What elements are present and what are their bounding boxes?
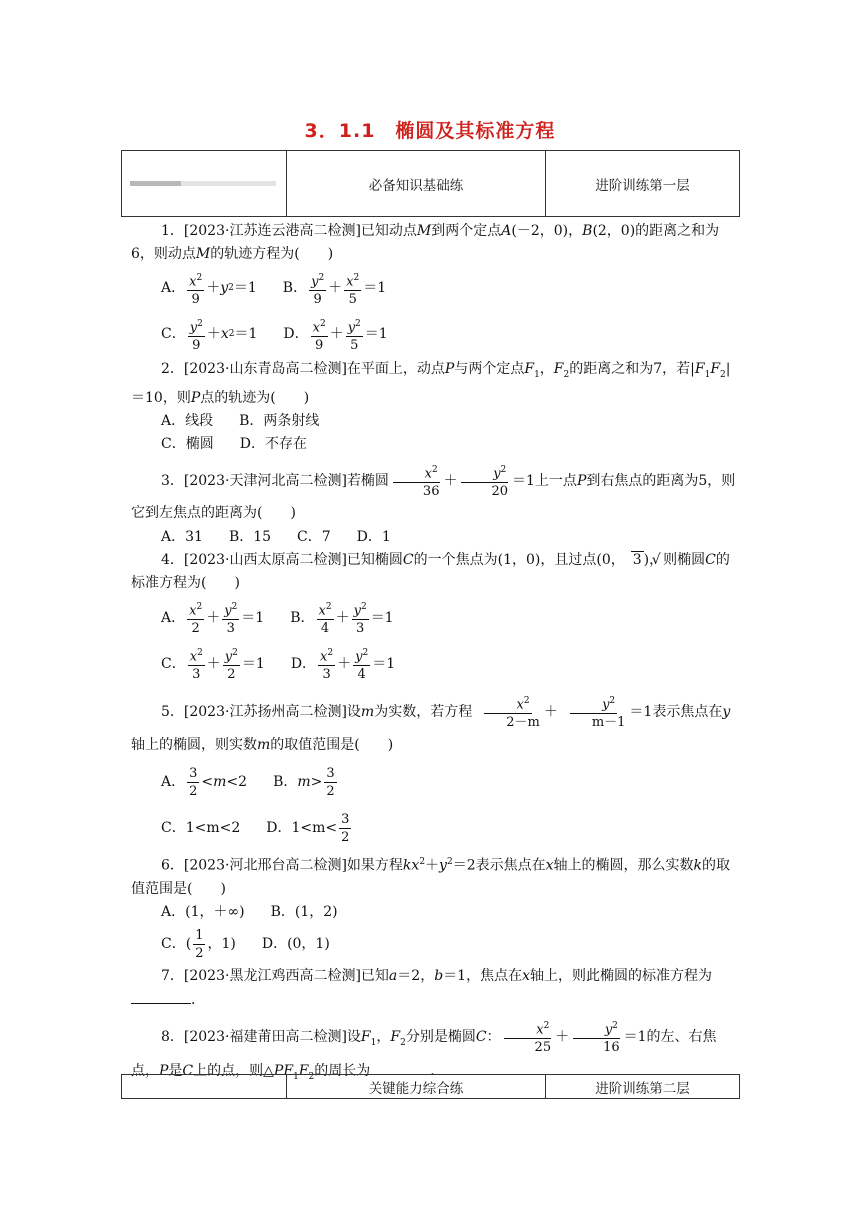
- option-c: C． $\frac{x^2}{3}$ ＋ $\frac{y^2}{2}$ ＝1: [161, 645, 265, 683]
- section-name: 必备知识基础练: [287, 151, 546, 217]
- option-b: B． $\frac{x^2}{4}$ ＋ $\frac{y^2}{3}$ ＝1: [290, 599, 393, 637]
- option-b: B． $\frac{y^2}{9}$ ＋ $\frac{x^2}{5}$ ＝1: [283, 270, 386, 308]
- section-header-advanced: [121, 1074, 740, 1099]
- section-header-basic: [121, 150, 740, 217]
- option-a: A． $\frac{x^2}{2}$ ＋ $\frac{y^2}{3}$ ＝1: [161, 599, 264, 637]
- option-a: A．(1，＋∞): [161, 904, 245, 921]
- option-b: B．(1，2): [270, 904, 338, 921]
- option-a: A．31: [161, 529, 203, 546]
- option-d: D．不存在: [239, 435, 307, 452]
- page-title: 3．1.1 椭圆及其标准方程: [304, 120, 556, 142]
- question-8: 8．[2023·福建莆田高二检测]设$F_1$，$F_2$分别是椭圆C： $\frac{x^2}{25}$ ＋ $\frac{y^2}{16}$ ＝1的左、右焦点，P是C上的点，则$\triangle PF_1F_2$的周长为 ．: [131, 1018, 741, 1091]
- question-1: 1．[2023·江苏连云港高二检测]已知动点M到两个定点A(－2，0)，B(2，0)的距离之和为6，则动点M的轨迹方程为( ) A． $\frac{x^2}{9}$ ＋ y 2 ＝1 B． $\frac{y^2}{9}$ ＋ $\frac{x^2}{5}$ ＝1 C． $\frac{y^2}{9}$ ＋ x 2 ＝1 D． $\frac{x^2}{9}$ ＋ $\frac{y^2}{5}$ ＝1: [131, 223, 720, 354]
- question-6: 6．[2023·河北邢台高二检测]如果方程$kx^2+y^2=2$表示焦点在x轴上的椭圆，那么实数k的取值范围是( ) A．(1，＋∞) B．(1，2) C． ( $\frac{1}{2}$ ，1) D．(0，1): [131, 857, 731, 961]
- option-c: C．1<m<2: [161, 819, 241, 836]
- section-name: 关键能力综合练: [287, 1075, 546, 1099]
- option-c: C． $\frac{y^2}{9}$ ＋ x 2 ＝1: [161, 316, 257, 354]
- option-d: D．(0，1): [261, 935, 330, 952]
- option-a: A． $\frac{x^2}{9}$ ＋ y 2 ＝1: [161, 270, 257, 308]
- progress-fill: [130, 181, 181, 186]
- question-3: 3．[2023·天津河北高二检测]若椭圆 $\frac{x^2}{36}$ ＋ $\frac{y^2}{20}$ ＝1上一点P到右焦点的距离为5，则它到左焦点的距离为( ) A．31 B．15 C．7 D．1: [131, 462, 741, 549]
- option-c: C． ( $\frac{1}{2}$ ，1): [161, 927, 236, 961]
- option-b: B．两条射线: [239, 412, 320, 429]
- section-level: 进阶训练第一层: [546, 151, 740, 217]
- progress-bar: [130, 181, 276, 186]
- option-d: D． $\frac{x^2}{9}$ ＋ $\frac{y^2}{5}$ ＝1: [283, 316, 387, 354]
- question-list: [131, 220, 741, 1091]
- question-5: 5．[2023·江苏扬州高二检测]设m为实数，若方程 $\frac{x^2}{2-m}$ ＋ $\frac{y^2}{m-1}$ ＝1表示焦点在y轴上的椭圆，则实数m的取值范围是( ) A． $\frac{3}{2}$ < m <2 B． m > $\frac{3}{2}$ C．1<m<2 D．1<m< $\frac{3}{2}$: [131, 693, 741, 851]
- option-d: D．1<m< $\frac{3}{2}$: [266, 811, 350, 845]
- option-b: B．15: [228, 529, 272, 546]
- progress-cell: [122, 151, 287, 217]
- question-7: 7．[2023·黑龙江鸡西高二检测]已知a＝2，b＝1，焦点在x轴上，则此椭圆的标准方程为．: [131, 964, 741, 1012]
- question-4: 4．[2023·山西太原高二检测]已知椭圆C的一个焦点为(1，0)，且过点(0，√ 3 )，则椭圆C的标准方程为( ) A． $\frac{x^2}{2}$ ＋ $\frac{y^2}{3}$ ＝1 B． $\frac{x^2}{4}$ ＋ $\frac{y^2}{3}$ ＝1 C． $\frac{x^2}{3}$ ＋ $\frac{y^2}{2}$ ＝1 D． $\frac{x^2}{3}$ ＋ $\frac{y^2}{4}$ ＝1: [131, 549, 741, 687]
- question-2: 2．[2023·山东青岛高二检测]在平面上，动点P与两个定点$F_1$，$F_2$的距离之和为7，若$|F_1F_2|=10$，则P点的轨迹为( ) A．线段 B．两条射线 C．椭圆 D．不存在: [131, 358, 741, 456]
- option-a: A． $\frac{3}{2}$ < m <2: [161, 765, 248, 799]
- option-c: C．椭圆: [161, 435, 214, 452]
- option-a: A．线段: [161, 412, 214, 429]
- option-c: C．7: [297, 529, 331, 546]
- option-d: D．1: [356, 529, 391, 546]
- option-d: D． $\frac{x^2}{3}$ ＋ $\frac{y^2}{4}$ ＝1: [291, 645, 395, 683]
- option-b: B． m > $\frac{3}{2}$: [273, 765, 335, 799]
- empty-cell: [122, 1075, 287, 1099]
- answer-blank[interactable]: [131, 989, 191, 1004]
- answer-blank[interactable]: [370, 1060, 430, 1075]
- section-level: 进阶训练第二层: [546, 1075, 740, 1099]
